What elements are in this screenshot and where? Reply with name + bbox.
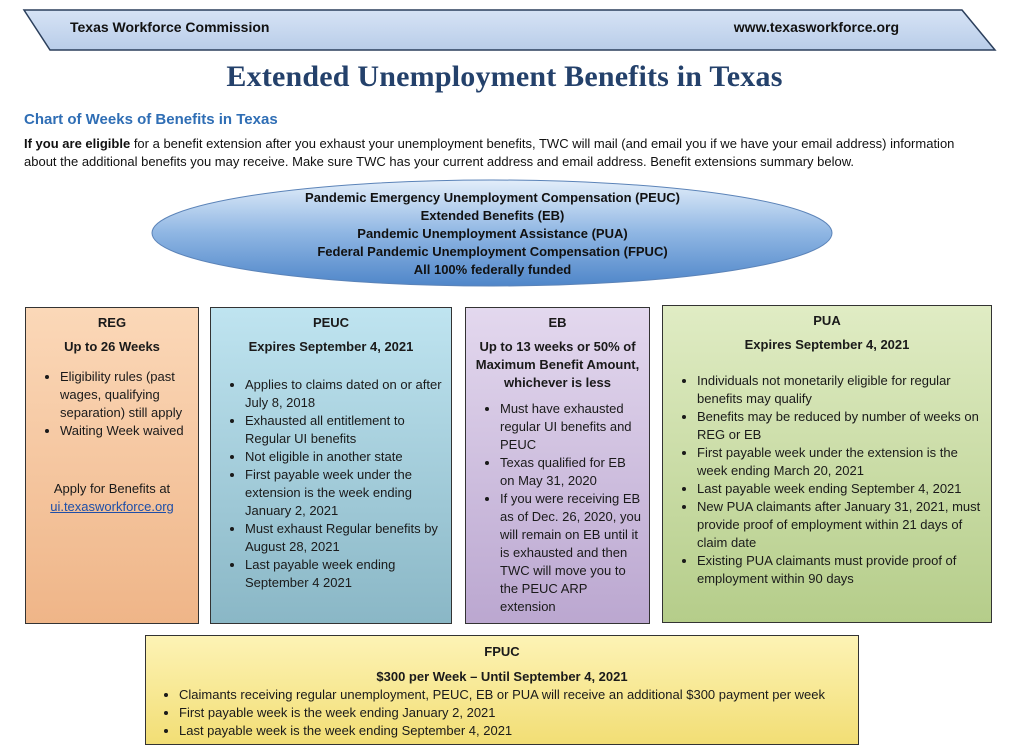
list-item: • Existing PUA claimants must provide proof of employment within 90 days	[697, 552, 981, 588]
eb-subtitle: Up to 13 weeks or 50% of Maximum Benefit Amount, whichever is less	[475, 339, 640, 390]
pua-title: PUA	[813, 313, 841, 328]
oval-line: All 100% federally funded	[413, 262, 572, 277]
list-item: • Must have exhausted regular UI benefits and PEUC	[500, 400, 643, 454]
oval-line: Federal Pandemic Unemployment Compensation (FPUC)	[317, 244, 668, 259]
programs-oval	[150, 178, 835, 288]
list-item: • First payable week is the week ending January 2, 2021	[179, 704, 858, 722]
header-banner	[22, 8, 997, 52]
apply-section	[26, 480, 198, 516]
list-item: • Texas qualified for EB on May 31, 2020	[500, 454, 643, 490]
list-item: • First payable week under the extension is the week ending January 2, 2021	[245, 466, 443, 520]
list-item: • First payable week under the extension is the week ending March 20, 2021	[697, 444, 981, 480]
peuc-list	[211, 376, 451, 592]
fpuc-list	[146, 686, 858, 740]
list-item: • Applies to claims dated on or after July 8, 2018	[245, 376, 443, 412]
reg-title: REG	[97, 315, 127, 330]
list-item: • Last payable week ending September 4, 2021	[697, 480, 981, 498]
website-url[interactable]: www.texasworkforce.org	[733, 19, 899, 35]
oval-line: Extended Benefits (EB)	[420, 208, 565, 223]
list-item: • Claimants receiving regular unemployment, PEUC, EB or PUA will receive an additional $300 payment per week	[179, 686, 858, 704]
peuc-subtitle: Expires September 4, 2021	[248, 339, 414, 354]
fpuc-subtitle: $300 per Week – Until September 4, 2021	[376, 669, 628, 684]
intro-bold: If you are eligible	[24, 136, 131, 151]
list-item: • If you were receiving EB as of Dec. 26, 2020, you will remain on EB until it is exhausted and then TWC will move you to the PEUC ARP extension	[500, 490, 643, 616]
pua-list	[663, 372, 991, 588]
list-item: • Individuals not monetarily eligible for regular benefits may qualify	[697, 372, 981, 408]
org-name: Texas Workforce Commission	[70, 19, 270, 35]
peuc-box	[210, 307, 452, 624]
reg-box	[25, 307, 199, 624]
list-item: • Last payable week is the week ending September 4, 2021	[179, 722, 858, 740]
eb-list	[466, 400, 649, 616]
eb-box	[465, 307, 650, 624]
list-item: • Not eligible in another state	[245, 448, 443, 466]
apply-link[interactable]: ui.texasworkforce.org	[50, 499, 174, 514]
reg-subtitle: Up to 26 Weeks	[64, 339, 160, 354]
eb-title: EB	[548, 315, 567, 330]
list-item: • Benefits may be reduced by number of weeks on REG or EB	[697, 408, 981, 444]
fpuc-box	[145, 635, 859, 745]
fpuc-title: FPUC	[484, 644, 520, 659]
list-item: • Last payable week ending September 4 2021	[245, 556, 443, 592]
oval-line: Pandemic Emergency Unemployment Compensation (PEUC)	[305, 190, 680, 205]
intro-paragraph	[24, 135, 984, 171]
pua-box	[662, 305, 992, 623]
list-item: • New PUA claimants after January 31, 2021, must provide proof of employment within 21 days of claim date	[697, 498, 981, 552]
oval-lines	[150, 189, 835, 279]
list-item: • Eligibility rules (past wages, qualifying separation) still apply	[60, 368, 192, 422]
list-item: • Waiting Week waived	[60, 422, 192, 440]
list-item: • Exhausted all entitlement to Regular UI benefits	[245, 412, 443, 448]
apply-label: Apply for Benefits at	[53, 481, 171, 496]
section-subtitle: Chart of Weeks of Benefits in Texas	[24, 111, 278, 128]
intro-rest: for a benefit extension after you exhaust your unemployment benefits, TWC will mail (and email you if we have your email address) information about the additional benefits you may receive. Make sure TWC has your current address and email address. Benefit extensions summary below.	[24, 136, 955, 169]
list-item: • Must exhaust Regular benefits by August 28, 2021	[245, 520, 443, 556]
page-title: Extended Unemployment Benefits in Texas	[226, 60, 783, 93]
peuc-title: PEUC	[312, 315, 350, 330]
oval-line: Pandemic Unemployment Assistance (PUA)	[357, 226, 628, 241]
reg-list	[26, 368, 198, 440]
pua-subtitle: Expires September 4, 2021	[744, 337, 910, 352]
